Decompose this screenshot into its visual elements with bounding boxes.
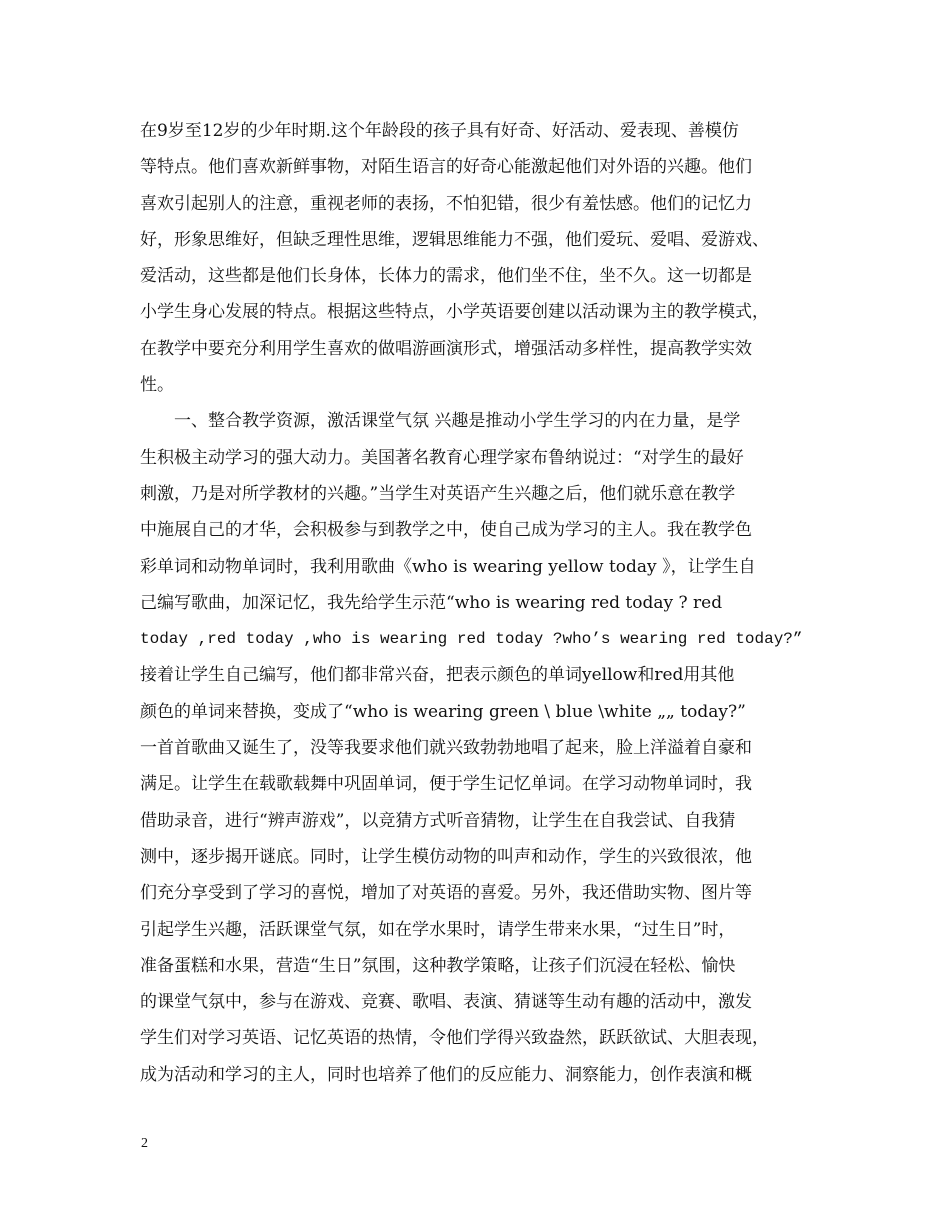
text-line: 测中，逐步揭开谜底。同时，让学生模仿动物的叫声和动作，学生的兴致很浓，他 [140, 846, 752, 867]
text-line: 颜色的单词来替换，变成了“who is wearing green \ blue \white „„ today?” [140, 701, 746, 722]
text-line: 借助录音，进行“辨声游戏”，以竞猜方式听音猜物，让学生在自我尝试、自我猜 [140, 810, 736, 831]
text-line: 引起学生兴趣，活跃课堂气氛，如在学水果时，请学生带来水果，“过生日”时， [140, 919, 736, 940]
text-line: 满足。让学生在载歌载舞中巩固单词，便于学生记忆单词。在学习动物单词时，我 [140, 774, 752, 795]
text-line: 己编写歌曲，加深记忆，我先给学生示范“who is wearing red today ? red [140, 592, 723, 613]
text-line: 喜欢引起别人的注意，重视老师的表扬，不怕犯错，很少有羞怯感。他们的记忆力 [140, 193, 752, 214]
text-line: 一、整合教学资源，激活课堂气氛 兴趣是推动小学生学习的内在力量，是学 [140, 411, 741, 432]
text-line: 在教学中要充分利用学生喜欢的做唱游画演形式，增强活动多样性，提高教学实效 [140, 338, 752, 359]
text-line: 准备蛋糕和水果，营造“生日”氛围，这种教学策略，让孩子们沉浸在轻松、愉快 [140, 955, 736, 976]
text-line: 在9岁至12岁的少年时期.这个年龄段的孩子具有好奇、好活动、爱表现、善模仿 [140, 121, 739, 141]
text-line: 等特点。他们喜欢新鲜事物，对陌生语言的好奇心能激起他们对外语的兴趣。他们 [140, 157, 752, 178]
text-line: 接着让学生自己编写，他们都非常兴奋，把表示颜色的单词yellow和red用其他 [140, 665, 735, 686]
text-line: 成为活动和学习的主人，同时也培养了他们的反应能力、洞察能力，创作表演和概 [140, 1064, 752, 1085]
page-number: 2 [141, 1136, 148, 1151]
text-line: today ,red today ,who is wearing red today ?who’s wearing red today?” [140, 630, 803, 649]
text-line: 一首首歌曲又诞生了，没等我要求他们就兴致勃勃地唱了起来，脸上洋溢着自豪和 [140, 738, 752, 759]
text-line: 彩单词和动物单词时，我利用歌曲《who is wearing yellow today 》，让学生自 [140, 556, 756, 577]
text-line: 的课堂气氛中，参与在游戏、竞赛、歌唱、表演、猜谜等生动有趣的活动中，激发 [140, 992, 752, 1013]
text-line: 中施展自己的才华，会积极参与到教学之中，使自己成为学习的主人。我在教学色 [140, 520, 752, 541]
text-line: 小学生身心发展的特点。根据这些特点，小学英语要创建以活动课为主的教学模式， [140, 302, 769, 323]
text-line: 刺激，乃是对所学教材的兴趣。”当学生对英语产生兴趣之后，他们就乐意在教学 [140, 483, 736, 504]
text-line: 们充分享受到了学习的喜悦，增加了对英语的喜爱。另外，我还借助实物、图片等 [140, 883, 752, 904]
text-line: 爱活动，这些都是他们长身体，长体力的需求，他们坐不住，坐不久。这一切都是 [140, 266, 752, 287]
text-line: 生积极主动学习的强大动力。美国著名教育心理学家布鲁纳说过：“对学生的最好 [140, 447, 744, 468]
text-line: 学生们对学习英语、记忆英语的热情，令他们学得兴致盎然，跃跃欲试、大胆表现， [140, 1028, 769, 1049]
text-line: 好，形象思维好，但缺乏理性思维，逻辑思维能力不强，他们爱玩、爱唱、爱游戏、 [140, 229, 769, 250]
body-text [140, 113, 820, 1093]
text-line: 性。 [140, 375, 174, 396]
